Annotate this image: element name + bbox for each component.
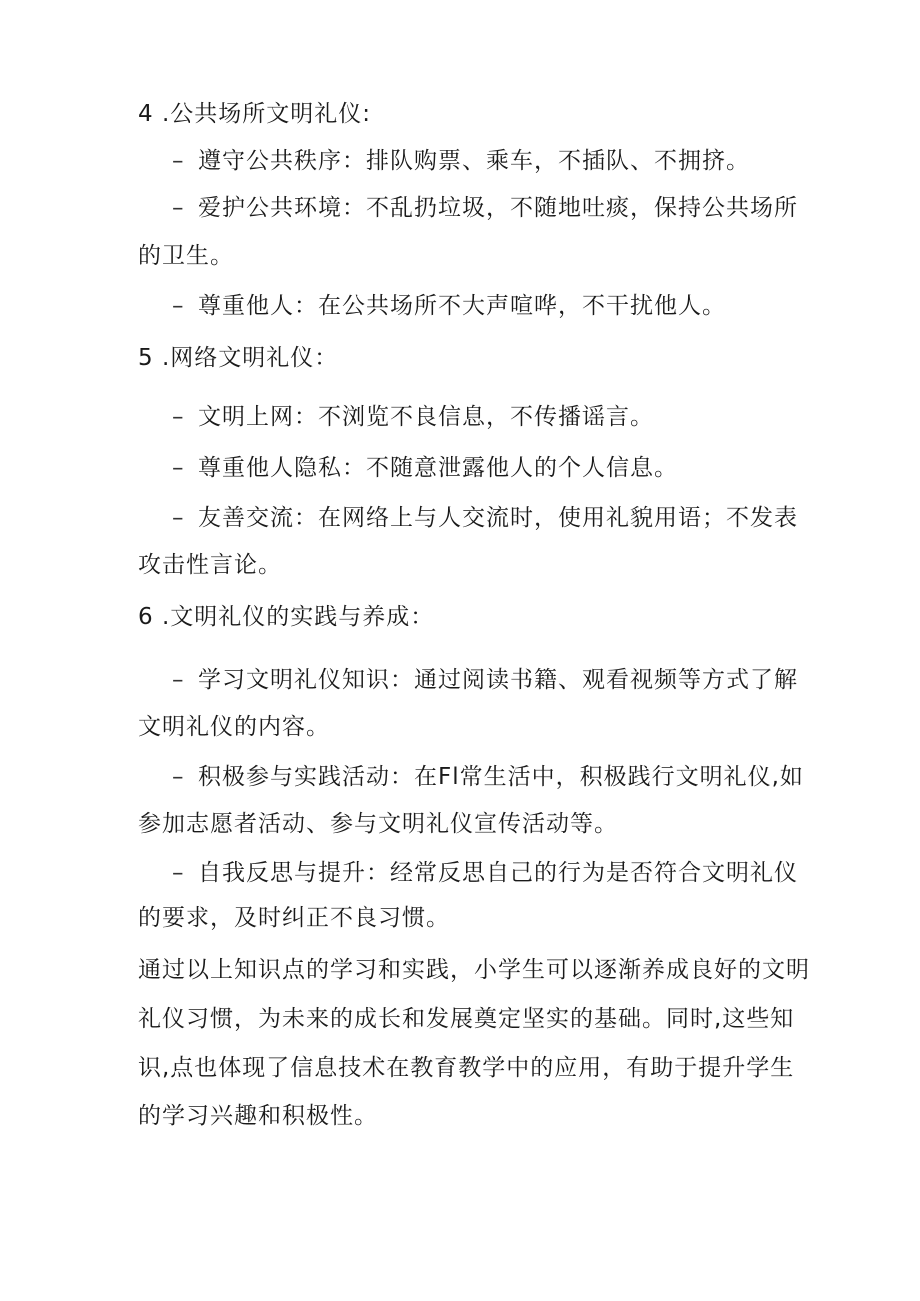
list-item-continuation: 参加志愿者活动、参与文明礼仪宣传活动等。	[138, 811, 618, 837]
dash-bullet: –	[172, 764, 185, 790]
list-item	[172, 665, 798, 695]
list-item-text: 友善交流：在网络上与人交流时，使用礼貌用语；不发表	[198, 505, 798, 531]
section-number: 6	[138, 604, 154, 630]
list-item	[172, 858, 798, 888]
conclusion-line: 通过以上知识点的学习和实践，小学生可以逐渐养成良好的文明	[138, 957, 810, 983]
dash-bullet: –	[172, 404, 185, 430]
list-item-text: 自我反思与提升：经常反思自己的行为是否符合文明礼仪	[198, 860, 798, 886]
list-item-text: 尊重他人隐私：不随意泄露他人的个人信息。	[198, 455, 678, 481]
section-number: 4	[138, 101, 154, 127]
list-item-text: 遵守公共秩序：排队购票、乘车，不插队、不拥挤。	[198, 148, 750, 174]
section-title: .网络文明礼仪：	[162, 345, 339, 371]
dash-bullet: –	[172, 667, 185, 693]
conclusion-line: 识,点也体现了信息技术在教育教学中的应用，有助于提升学生	[138, 1055, 795, 1081]
list-item	[172, 762, 804, 792]
list-item-continuation: 的卫生。	[138, 243, 234, 269]
list-item-continuation: 攻击性言论。	[138, 552, 282, 578]
dash-bullet: –	[172, 505, 185, 531]
list-item-text: 文明上网：不浏览不良信息，不传播谣言。	[198, 404, 654, 430]
list-item	[172, 291, 726, 321]
dash-bullet: –	[172, 455, 185, 481]
list-item-continuation: 的要求，及时纠正不良习惯。	[138, 905, 450, 931]
list-item-text: 爱护公共环境：不乱扔垃圾，不随地吐痰，保持公共场所	[198, 195, 798, 221]
dash-bullet: –	[172, 195, 185, 221]
section-title: .公共场所文明礼仪:	[162, 101, 372, 127]
list-item-text: 积极参与实践活动：在Fl常生活中，积极践行文明礼仪,如	[198, 764, 804, 790]
conclusion-line: 的学习兴趣和积极性。	[138, 1103, 378, 1129]
list-item-text: 尊重他人：在公共场所不大声喧哗，不干扰他人。	[198, 293, 726, 319]
list-item	[172, 503, 798, 533]
section-title: .文明礼仪的实践与养成：	[162, 604, 435, 630]
list-item	[172, 146, 750, 176]
list-item-continuation: 文明礼仪的内容。	[138, 714, 330, 740]
conclusion-line: 礼仪习惯，为未来的成长和发展奠定坚实的基础。同时,这些知	[138, 1006, 795, 1032]
list-item	[172, 453, 678, 483]
dash-bullet: –	[172, 148, 185, 174]
list-item	[172, 402, 654, 432]
section-6-heading	[138, 602, 434, 632]
section-5-heading	[138, 343, 338, 373]
list-item	[172, 193, 798, 223]
section-4-heading	[138, 99, 371, 129]
list-item-text: 学习文明礼仪知识：通过阅读书籍、观看视频等方式了解	[198, 667, 798, 693]
dash-bullet: –	[172, 293, 185, 319]
section-number: 5	[138, 345, 154, 371]
dash-bullet: –	[172, 860, 185, 886]
